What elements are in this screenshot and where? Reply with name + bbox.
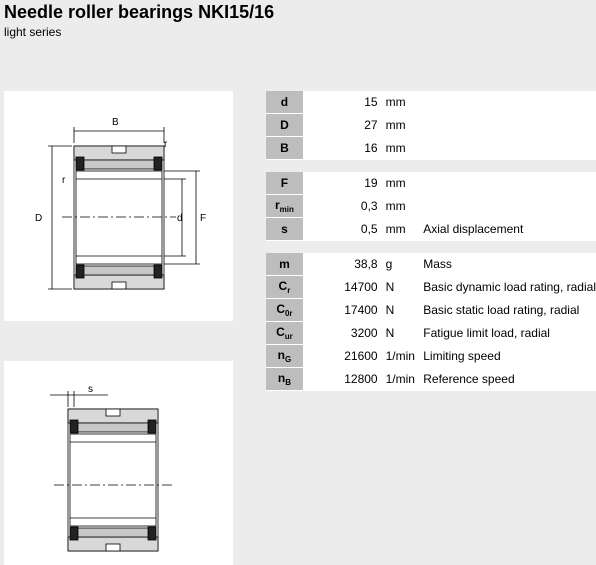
value-cell: 38,8	[303, 253, 382, 276]
label-D: D	[35, 213, 43, 224]
table-row	[266, 172, 596, 195]
page-title: Needle roller bearings NKI15/16	[4, 2, 275, 22]
value-cell: 14700	[303, 276, 382, 299]
description-cell	[419, 91, 596, 114]
value-cell: 0,5	[303, 218, 382, 241]
description-cell: Basic static load rating, radial	[419, 299, 596, 322]
unit-cell: g	[382, 253, 420, 276]
table-row	[266, 137, 596, 160]
unit-cell: N	[382, 322, 420, 345]
row-spacer	[266, 241, 596, 253]
value-cell: 3200	[303, 322, 382, 345]
description-cell	[419, 172, 596, 195]
description-cell: Axial displacement	[419, 218, 596, 241]
page-subtitle: light series	[4, 25, 62, 39]
label-r-left: r	[62, 175, 66, 186]
label-r-top: r	[164, 139, 168, 150]
table-row	[266, 322, 596, 345]
description-cell: Basic dynamic load rating, radial	[419, 276, 596, 299]
unit-cell: mm	[382, 172, 420, 195]
unit-cell: mm	[382, 137, 420, 160]
unit-cell: mm	[382, 195, 420, 218]
value-cell: 27	[303, 114, 382, 137]
value-cell: 12800	[303, 368, 382, 391]
description-cell: Reference speed	[419, 368, 596, 391]
unit-cell: 1/min	[382, 345, 420, 368]
symbol-cell: $n_B$	[266, 368, 303, 391]
description-cell	[419, 137, 596, 160]
table-row	[266, 368, 596, 391]
symbol-cell: $C_{ur}$	[266, 322, 303, 345]
symbol-cell: s	[266, 218, 303, 241]
table-row	[266, 276, 596, 299]
table-row	[266, 345, 596, 368]
description-cell	[419, 195, 596, 218]
label-d: d	[177, 213, 183, 224]
label-F: F	[200, 213, 207, 224]
value-cell: 21600	[303, 345, 382, 368]
symbol-cell: F	[266, 172, 303, 195]
symbol-cell: m	[266, 253, 303, 276]
table-row	[266, 91, 596, 114]
spec-table-panel	[266, 91, 596, 565]
symbol-cell: $n_G$	[266, 345, 303, 368]
value-cell: 19	[303, 172, 382, 195]
description-cell: Limiting speed	[419, 345, 596, 368]
symbol-cell: d	[266, 91, 303, 114]
value-cell: 17400	[303, 299, 382, 322]
symbol-cell: $C_r$	[266, 276, 303, 299]
symbol-cell: $r_{min}$	[266, 195, 303, 218]
table-row	[266, 218, 596, 241]
table-row	[266, 299, 596, 322]
value-cell: 15	[303, 91, 382, 114]
unit-cell: mm	[382, 114, 420, 137]
unit-cell: N	[382, 299, 420, 322]
spec-table	[266, 91, 596, 391]
symbol-cell: B	[266, 137, 303, 160]
description-cell: Mass	[419, 253, 596, 276]
unit-cell: N	[382, 276, 420, 299]
description-cell: Fatigue limit load, radial	[419, 322, 596, 345]
table-row	[266, 253, 596, 276]
symbol-cell: D	[266, 114, 303, 137]
unit-cell: 1/min	[382, 368, 420, 391]
bearing-drawing-dimensions	[4, 91, 233, 321]
table-row	[266, 114, 596, 137]
unit-cell: mm	[382, 218, 420, 241]
value-cell: 16	[303, 137, 382, 160]
row-spacer	[266, 160, 596, 172]
value-cell: 0,3	[303, 195, 382, 218]
symbol-cell: $C_{0r}$	[266, 299, 303, 322]
bearing-drawing-displacement	[4, 361, 233, 565]
description-cell	[419, 114, 596, 137]
label-B: B	[112, 117, 119, 128]
unit-cell: mm	[382, 91, 420, 114]
label-s: s	[88, 384, 93, 395]
table-row	[266, 195, 596, 218]
